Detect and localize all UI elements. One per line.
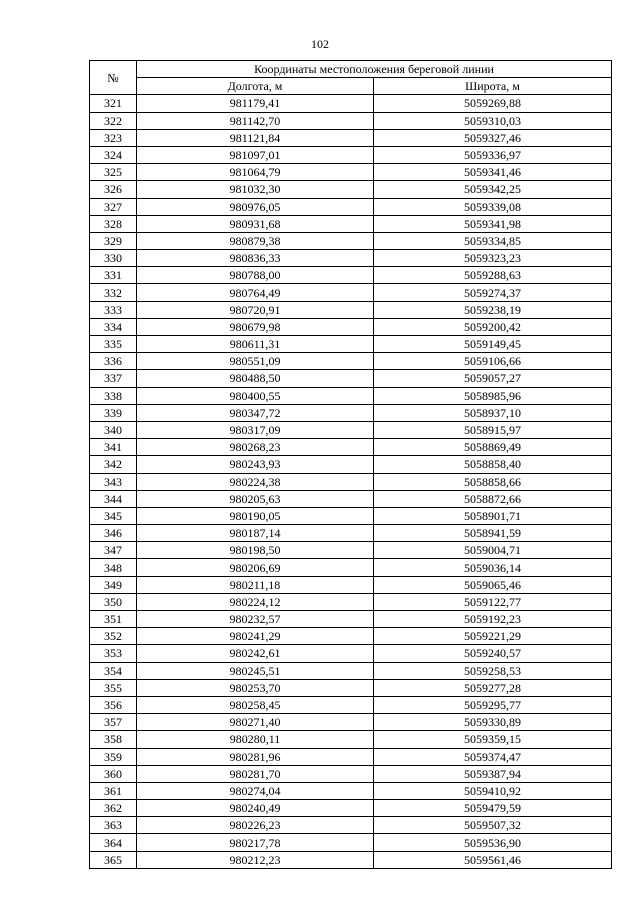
row-number-cell: 354 xyxy=(90,662,137,679)
table-row xyxy=(90,129,612,146)
latitude-cell: 5058872,66 xyxy=(374,490,612,507)
table-row xyxy=(90,421,612,438)
table-body xyxy=(90,95,612,868)
table-row xyxy=(90,714,612,731)
table-row xyxy=(90,817,612,834)
table-row xyxy=(90,765,612,782)
table-row xyxy=(90,611,612,628)
row-number-cell: 342 xyxy=(90,456,137,473)
table-row xyxy=(90,353,612,370)
longitude-cell: 981032,30 xyxy=(137,181,374,198)
longitude-cell: 980240,49 xyxy=(137,800,374,817)
longitude-cell: 980268,23 xyxy=(137,439,374,456)
header-longitude: Долгота, м xyxy=(137,78,374,95)
table-row xyxy=(90,404,612,421)
table-row xyxy=(90,490,612,507)
longitude-cell: 980242,61 xyxy=(137,645,374,662)
header-row-top xyxy=(90,61,612,78)
longitude-cell: 980931,68 xyxy=(137,215,374,232)
table-row xyxy=(90,542,612,559)
latitude-cell: 5059323,23 xyxy=(374,250,612,267)
latitude-cell: 5059106,66 xyxy=(374,353,612,370)
header-number: № xyxy=(90,61,137,95)
latitude-cell: 5059339,08 xyxy=(374,198,612,215)
latitude-cell: 5059238,19 xyxy=(374,301,612,318)
longitude-cell: 980836,33 xyxy=(137,250,374,267)
table-row xyxy=(90,576,612,593)
longitude-cell: 980211,18 xyxy=(137,576,374,593)
latitude-cell: 5058901,71 xyxy=(374,507,612,524)
latitude-cell: 5059057,27 xyxy=(374,370,612,387)
table-header xyxy=(90,61,612,95)
table-row xyxy=(90,250,612,267)
latitude-cell: 5059200,42 xyxy=(374,318,612,335)
row-number-cell: 359 xyxy=(90,748,137,765)
table-row xyxy=(90,284,612,301)
latitude-cell: 5059258,53 xyxy=(374,662,612,679)
latitude-cell: 5059561,46 xyxy=(374,851,612,868)
row-number-cell: 350 xyxy=(90,593,137,610)
latitude-cell: 5059274,37 xyxy=(374,284,612,301)
row-number-cell: 322 xyxy=(90,112,137,129)
latitude-cell: 5059192,23 xyxy=(374,611,612,628)
row-number-cell: 356 xyxy=(90,696,137,713)
longitude-cell: 980720,91 xyxy=(137,301,374,318)
longitude-cell: 980224,38 xyxy=(137,473,374,490)
longitude-cell: 980198,50 xyxy=(137,542,374,559)
row-number-cell: 355 xyxy=(90,679,137,696)
table-row xyxy=(90,456,612,473)
table-row xyxy=(90,439,612,456)
table-row xyxy=(90,507,612,524)
table-row xyxy=(90,834,612,851)
row-number-cell: 328 xyxy=(90,215,137,232)
latitude-cell: 5058869,49 xyxy=(374,439,612,456)
row-number-cell: 336 xyxy=(90,353,137,370)
longitude-cell: 980226,23 xyxy=(137,817,374,834)
table-row xyxy=(90,525,612,542)
row-number-cell: 343 xyxy=(90,473,137,490)
header-latitude: Широта, м xyxy=(374,78,612,95)
row-number-cell: 353 xyxy=(90,645,137,662)
longitude-cell: 980258,45 xyxy=(137,696,374,713)
longitude-cell: 980243,93 xyxy=(137,456,374,473)
row-number-cell: 345 xyxy=(90,507,137,524)
page-number: 102 xyxy=(311,37,329,51)
row-number-cell: 364 xyxy=(90,834,137,851)
table-row xyxy=(90,748,612,765)
table-row xyxy=(90,318,612,335)
longitude-cell: 980205,63 xyxy=(137,490,374,507)
longitude-cell: 980241,29 xyxy=(137,628,374,645)
longitude-cell: 980280,11 xyxy=(137,731,374,748)
latitude-cell: 5059288,63 xyxy=(374,267,612,284)
latitude-cell: 5059336,97 xyxy=(374,146,612,163)
latitude-cell: 5059330,89 xyxy=(374,714,612,731)
longitude-cell: 980281,70 xyxy=(137,765,374,782)
latitude-cell: 5059359,15 xyxy=(374,731,612,748)
longitude-cell: 980400,55 xyxy=(137,387,374,404)
longitude-cell: 980224,12 xyxy=(137,593,374,610)
row-number-cell: 326 xyxy=(90,181,137,198)
latitude-cell: 5059342,25 xyxy=(374,181,612,198)
longitude-cell: 980551,09 xyxy=(137,353,374,370)
row-number-cell: 349 xyxy=(90,576,137,593)
longitude-cell: 980317,09 xyxy=(137,421,374,438)
longitude-cell: 980212,23 xyxy=(137,851,374,868)
row-number-cell: 321 xyxy=(90,95,137,112)
latitude-cell: 5059479,59 xyxy=(374,800,612,817)
table-row xyxy=(90,95,612,112)
row-number-cell: 352 xyxy=(90,628,137,645)
longitude-cell: 980190,05 xyxy=(137,507,374,524)
latitude-cell: 5059387,94 xyxy=(374,765,612,782)
row-number-cell: 324 xyxy=(90,146,137,163)
latitude-cell: 5059536,90 xyxy=(374,834,612,851)
latitude-cell: 5059269,88 xyxy=(374,95,612,112)
longitude-cell: 980232,57 xyxy=(137,611,374,628)
latitude-cell: 5059004,71 xyxy=(374,542,612,559)
latitude-cell: 5058937,10 xyxy=(374,404,612,421)
longitude-cell: 980281,96 xyxy=(137,748,374,765)
longitude-cell: 980788,00 xyxy=(137,267,374,284)
row-number-cell: 365 xyxy=(90,851,137,868)
table-row xyxy=(90,370,612,387)
row-number-cell: 340 xyxy=(90,421,137,438)
row-number-cell: 332 xyxy=(90,284,137,301)
latitude-cell: 5058941,59 xyxy=(374,525,612,542)
row-number-cell: 333 xyxy=(90,301,137,318)
table-row xyxy=(90,267,612,284)
latitude-cell: 5059065,46 xyxy=(374,576,612,593)
row-number-cell: 361 xyxy=(90,782,137,799)
longitude-cell: 980217,78 xyxy=(137,834,374,851)
latitude-cell: 5058915,97 xyxy=(374,421,612,438)
row-number-cell: 363 xyxy=(90,817,137,834)
row-number-cell: 344 xyxy=(90,490,137,507)
table-row xyxy=(90,731,612,748)
longitude-cell: 980976,05 xyxy=(137,198,374,215)
latitude-cell: 5059341,46 xyxy=(374,164,612,181)
latitude-cell: 5059149,45 xyxy=(374,336,612,353)
row-number-cell: 331 xyxy=(90,267,137,284)
longitude-cell: 980764,49 xyxy=(137,284,374,301)
table-row xyxy=(90,782,612,799)
longitude-cell: 980488,50 xyxy=(137,370,374,387)
table-row xyxy=(90,336,612,353)
latitude-cell: 5059341,98 xyxy=(374,215,612,232)
row-number-cell: 362 xyxy=(90,800,137,817)
longitude-cell: 980187,14 xyxy=(137,525,374,542)
table-row xyxy=(90,112,612,129)
latitude-cell: 5059122,77 xyxy=(374,593,612,610)
row-number-cell: 341 xyxy=(90,439,137,456)
table-row xyxy=(90,301,612,318)
latitude-cell: 5059240,57 xyxy=(374,645,612,662)
row-number-cell: 358 xyxy=(90,731,137,748)
longitude-cell: 980206,69 xyxy=(137,559,374,576)
latitude-cell: 5059310,03 xyxy=(374,112,612,129)
latitude-cell: 5059507,32 xyxy=(374,817,612,834)
row-number-cell: 330 xyxy=(90,250,137,267)
row-number-cell: 346 xyxy=(90,525,137,542)
latitude-cell: 5059374,47 xyxy=(374,748,612,765)
longitude-cell: 981064,79 xyxy=(137,164,374,181)
table-row xyxy=(90,679,612,696)
table-row xyxy=(90,851,612,868)
row-number-cell: 335 xyxy=(90,336,137,353)
row-number-cell: 360 xyxy=(90,765,137,782)
table-row xyxy=(90,232,612,249)
table-row xyxy=(90,146,612,163)
latitude-cell: 5059277,28 xyxy=(374,679,612,696)
longitude-cell: 981142,70 xyxy=(137,112,374,129)
header-row-bottom xyxy=(90,78,612,95)
latitude-cell: 5059295,77 xyxy=(374,696,612,713)
latitude-cell: 5058985,96 xyxy=(374,387,612,404)
latitude-cell: 5059334,85 xyxy=(374,232,612,249)
table-row xyxy=(90,181,612,198)
longitude-cell: 980245,51 xyxy=(137,662,374,679)
coordinates-table xyxy=(89,60,612,869)
longitude-cell: 981097,01 xyxy=(137,146,374,163)
table-row xyxy=(90,628,612,645)
row-number-cell: 347 xyxy=(90,542,137,559)
row-number-cell: 323 xyxy=(90,129,137,146)
latitude-cell: 5058858,66 xyxy=(374,473,612,490)
table-row xyxy=(90,559,612,576)
row-number-cell: 339 xyxy=(90,404,137,421)
longitude-cell: 981179,41 xyxy=(137,95,374,112)
header-coordinates-group: Координаты местоположения береговой линии xyxy=(137,61,612,78)
table-row xyxy=(90,215,612,232)
table-row xyxy=(90,662,612,679)
latitude-cell: 5059327,46 xyxy=(374,129,612,146)
row-number-cell: 337 xyxy=(90,370,137,387)
table-row xyxy=(90,473,612,490)
table-row xyxy=(90,198,612,215)
latitude-cell: 5059221,29 xyxy=(374,628,612,645)
longitude-cell: 981121,84 xyxy=(137,129,374,146)
longitude-cell: 980271,40 xyxy=(137,714,374,731)
table-row xyxy=(90,645,612,662)
latitude-cell: 5058858,40 xyxy=(374,456,612,473)
latitude-cell: 5059410,92 xyxy=(374,782,612,799)
longitude-cell: 980347,72 xyxy=(137,404,374,421)
longitude-cell: 980611,31 xyxy=(137,336,374,353)
longitude-cell: 980274,04 xyxy=(137,782,374,799)
longitude-cell: 980879,38 xyxy=(137,232,374,249)
row-number-cell: 327 xyxy=(90,198,137,215)
row-number-cell: 351 xyxy=(90,611,137,628)
row-number-cell: 338 xyxy=(90,387,137,404)
row-number-cell: 348 xyxy=(90,559,137,576)
row-number-cell: 329 xyxy=(90,232,137,249)
longitude-cell: 980253,70 xyxy=(137,679,374,696)
row-number-cell: 325 xyxy=(90,164,137,181)
table-row xyxy=(90,387,612,404)
table-row xyxy=(90,164,612,181)
row-number-cell: 334 xyxy=(90,318,137,335)
table-row xyxy=(90,800,612,817)
longitude-cell: 980679,98 xyxy=(137,318,374,335)
table-row xyxy=(90,696,612,713)
row-number-cell: 357 xyxy=(90,714,137,731)
latitude-cell: 5059036,14 xyxy=(374,559,612,576)
table-row xyxy=(90,593,612,610)
